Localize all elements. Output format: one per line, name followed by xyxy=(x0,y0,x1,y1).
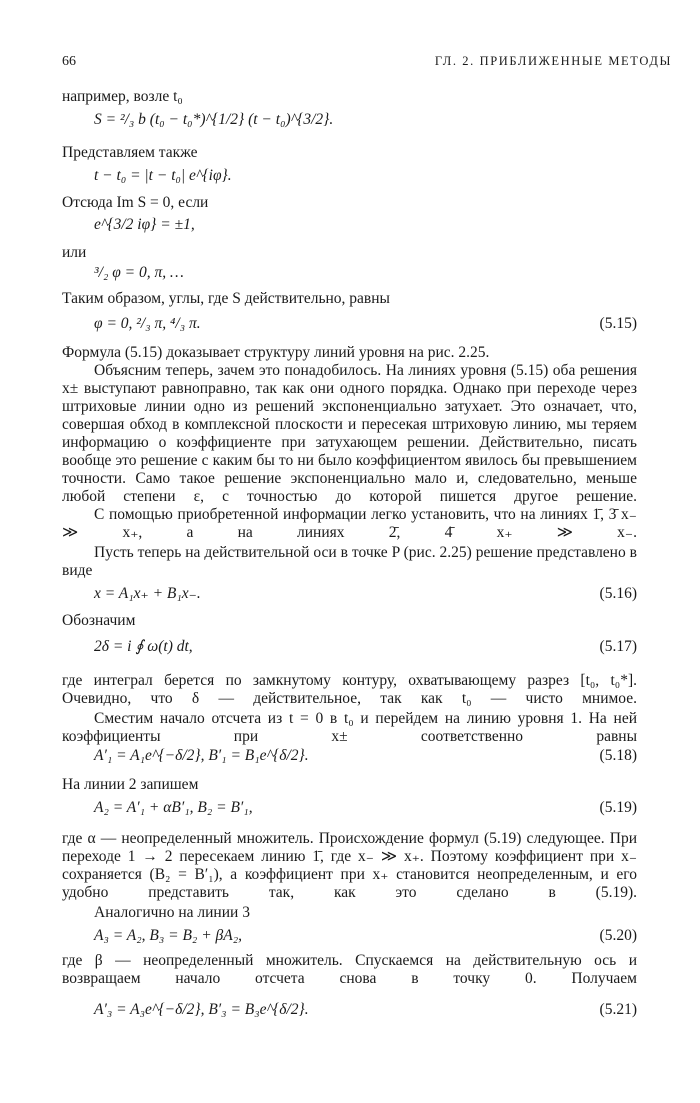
paragraph: где β — неопределенный множитель. Спускаемся на действительную ось и возвращаем начало отсчета снова в точку 0. Получаем xyxy=(62,952,637,987)
text-line: Отсюда Im S = 0, если xyxy=(62,194,209,211)
equation-number: (5.15) xyxy=(599,315,637,332)
paragraph: Объясним теперь, зачем это понадобилось. На линиях уровня (5.15) оба решения x± выступают равноправно, так как они одного порядка. Однако при переходе через штриховые линии одно из решений экспоненциально затухает. Это означает, что, совершая обход в комплексной плоскости и пересекая штриховую линию, мы теряем информацию о коэффициенте при затухающем решении. Действительно, писать вообще это решение с каким бы то ни было коэффициентом явилось бы превышением точности. Само такое решение экспоненциально мало и, следовательно, меньше любой степени ε, с точностью до которой пишется другое решение. xyxy=(62,362,637,505)
equation-number: (5.20) xyxy=(599,927,637,944)
formula-exp: e^{3/2 iφ} = ±1, xyxy=(94,216,195,233)
equation-number: (5.17) xyxy=(599,638,637,655)
formula-s: S = ²/₃ b (t₀ − t₀*)^{1/2} (t − t₀)^{3/2}. xyxy=(94,111,334,128)
formula-5-17: 2δ = i ∮ ω(t) dt, xyxy=(94,638,193,655)
paragraph: где интеграл берется по замкнутому контуру, охватывающему разрез [t₀, t₀*]. Очевидно, что δ — действительное, так как t₀ — чисто мнимое. xyxy=(62,672,637,707)
formula-5-15: φ = 0, ²/₃ π, ⁴/₃ π. xyxy=(94,315,201,332)
page-header xyxy=(62,54,672,74)
running-title: ГЛ. 2. ПРИБЛИЖЕННЫЕ МЕТОДЫ xyxy=(434,54,672,68)
formula-t: t − t₀ = |t − t₀| e^{iφ}. xyxy=(94,167,232,184)
paragraph: Сместим начало отсчета из t = 0 в t₀ и перейдем на линию уровня 1. На ней коэффициенты при x± соответственно равны xyxy=(62,710,637,745)
text-line: Представляем также xyxy=(62,144,198,161)
text-line: например, возле t₀ xyxy=(62,88,183,105)
paragraph: где α — неопределенный множитель. Происхождение формул (5.19) следующее. При переходе 1 → 2 пересекаем линию 1̄, где x₋ ≫ x₊. Поэтому коэффициент при x₋ сохраняется (B₂ = B′₁), а коэффициент при x₊ становится неопределенным, и его удобно представить так, как это сделано в (5.19). xyxy=(62,830,637,901)
paragraph: Пусть теперь на действительной оси в точке P (рис. 2.25) решение представлено в виде xyxy=(62,544,637,579)
text-line: Формула (5.15) доказывает структуру линий уровня на рис. 2.25. xyxy=(62,344,490,361)
text-line: или xyxy=(62,244,87,261)
formula-5-20: A₃ = A₂, B₃ = B₂ + βA₂, xyxy=(94,927,242,944)
formula-phi-values: ³/₂ φ = 0, π, … xyxy=(94,264,184,281)
equation-number: (5.16) xyxy=(599,585,637,602)
text-line: Обозначим xyxy=(62,612,136,629)
text-line: Аналогично на линии 3 xyxy=(94,904,250,921)
equation-number: (5.18) xyxy=(599,747,637,764)
formula-5-19: A₂ = A′₁ + αB′₁, B₂ = B′₁, xyxy=(94,799,253,816)
page-number: 66 xyxy=(62,54,76,69)
formula-5-21: A′₃ = A₃e^{−δ/2}, B′₃ = B₃e^{δ/2}. xyxy=(94,1001,309,1018)
formula-5-18: A′₁ = A₁e^{−δ/2}, B′₁ = B₁e^{δ/2}. xyxy=(94,747,309,764)
equation-number: (5.21) xyxy=(599,1001,637,1018)
text-line: На линии 2 запишем xyxy=(62,776,199,793)
text-line: Таким образом, углы, где S действительно, равны xyxy=(62,290,390,307)
formula-5-16: x = A₁x₊ + B₁x₋. xyxy=(94,585,201,602)
paragraph: С помощью приобретенной информации легко установить, что на линиях 1̄, 3̄ x₋ ≫ x₊, а на линиях 2̄, 4̄ x₊ ≫ x₋. xyxy=(62,506,637,541)
equation-number: (5.19) xyxy=(599,799,637,816)
